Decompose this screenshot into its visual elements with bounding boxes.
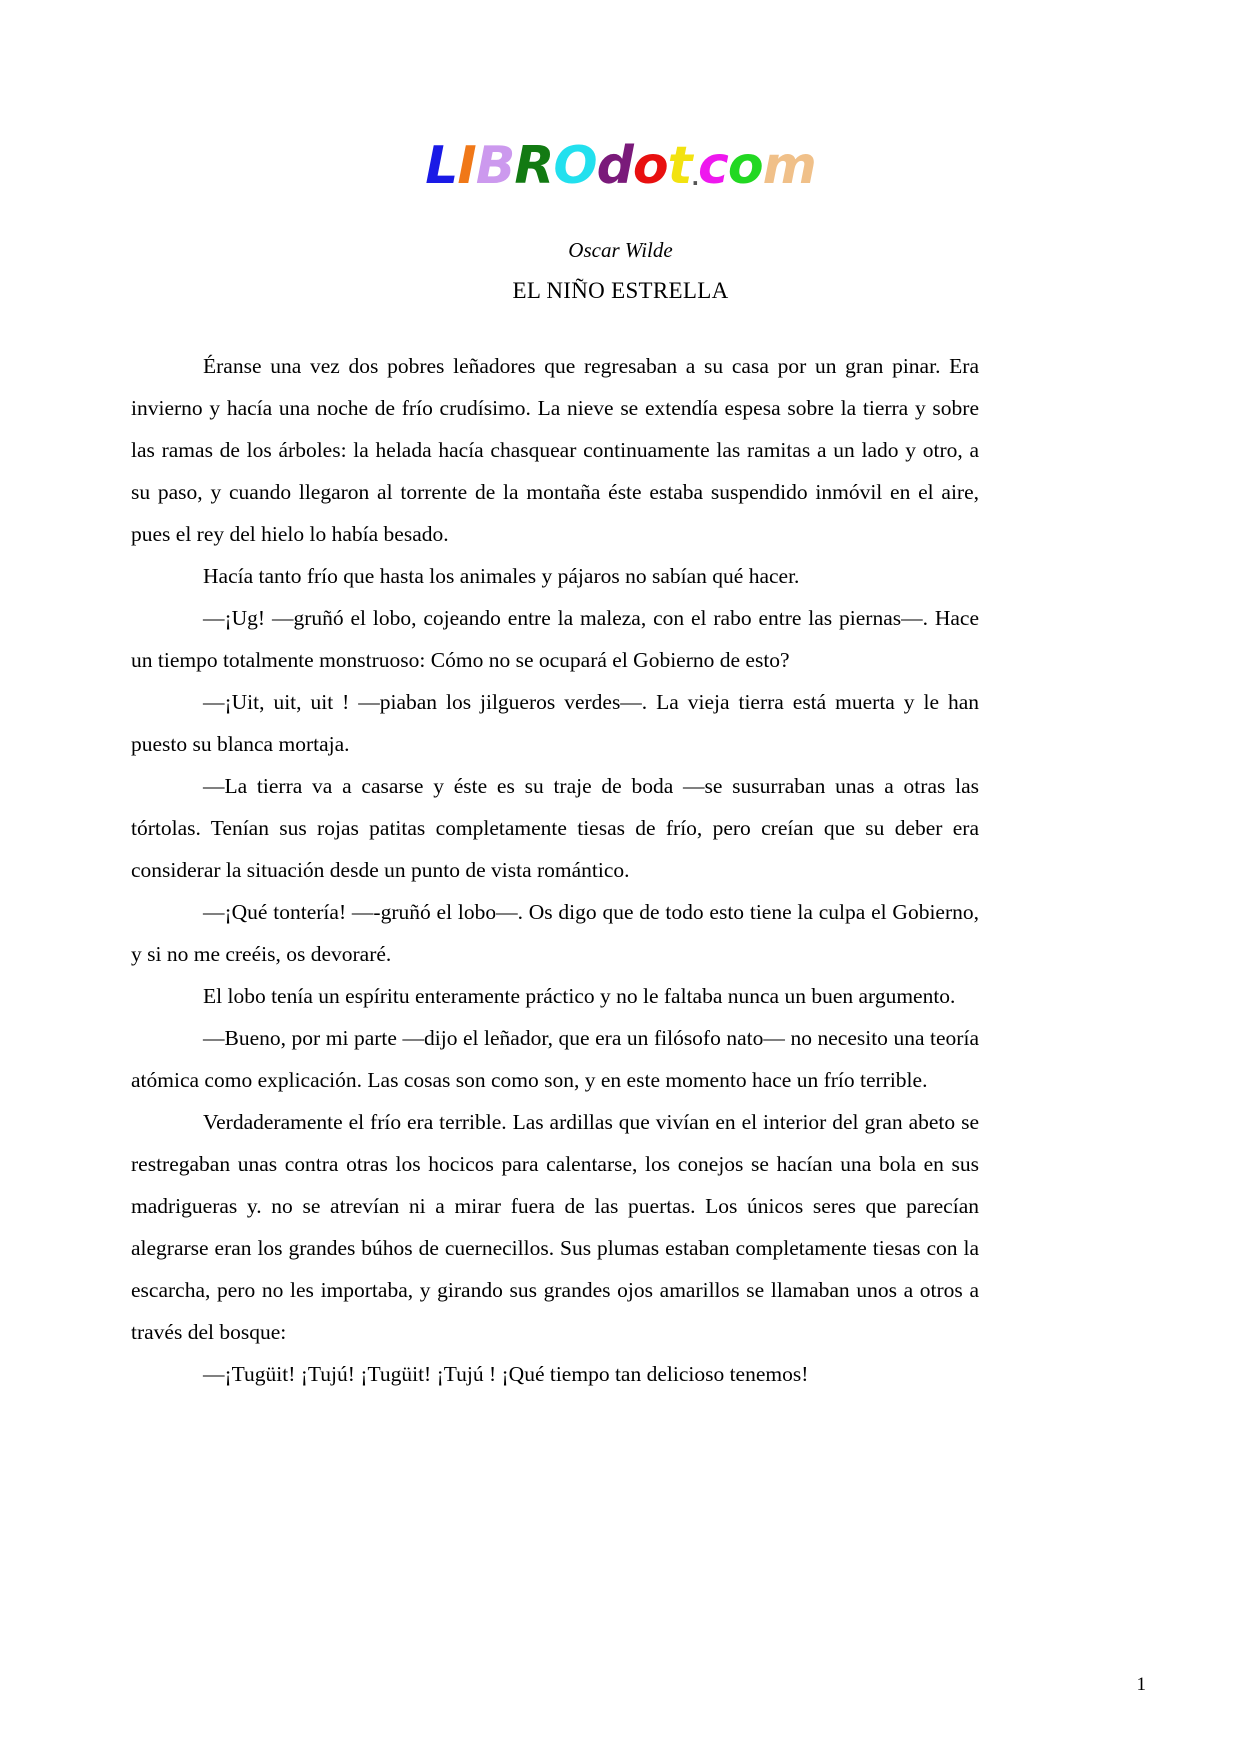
logo-letter-8: . bbox=[691, 166, 699, 190]
author-name: Oscar Wilde bbox=[568, 238, 673, 262]
logo-letter-1: I bbox=[457, 136, 476, 196]
body-paragraph: —La tierra va a casarse y éste es su traje de boda —se susurraban unas a otras las tórtolas. Tenían sus rojas patitas completamente tiesas de frío, pero creían que su deber era considerar la situación desde un punto de vista romántico. bbox=[131, 774, 979, 882]
logo-letter-2: B bbox=[475, 136, 515, 196]
logo-letter-7: t bbox=[667, 136, 692, 196]
page-number: 1 bbox=[1136, 1674, 1146, 1695]
librodot-logo bbox=[425, 136, 816, 196]
story-title: EL NIÑO ESTRELLA bbox=[512, 278, 729, 303]
body-paragraph: Verdaderamente el frío era terrible. Las ardillas que vivían en el interior del gran abeto se restregaban unas contra otras los hocicos para calentarse, los conejos se hacían una bola en sus madrigueras y. no se atrevían ni a mirar fuera de las puertas. Los únicos seres que parecían alegrarse eran los grandes búhos de cuernecillos. Sus plumas estaban completamente tiesas con la escarcha, pero no les importaba, y girando sus grandes ojos amarillos se llamaban unos a otros a través del bosque: bbox=[131, 1110, 979, 1344]
logo-letter-9: c bbox=[698, 136, 728, 196]
body-paragraph: —Bueno, por mi parte —dijo el leñador, que era un filósofo nato— no necesito una teoría atómica como explicación. Las cosas son como son, y en este momento hace un frío terrible. bbox=[131, 1026, 979, 1092]
body-paragraph: El lobo tenía un espíritu enteramente práctico y no le faltaba nunca un buen argumento. bbox=[203, 984, 956, 1008]
logo-letter-11: m bbox=[762, 136, 816, 196]
body-paragraph: —¡Uit, uit, uit ! —piaban los jilgueros verdes—. La vieja tierra está muerta y le han puesto su blanca mortaja. bbox=[131, 690, 979, 756]
body-paragraph: —¡Qué tontería! —-gruñó el lobo—. Os digo que de todo esto tiene la culpa el Gobierno, y si no me creéis, os devoraré. bbox=[131, 900, 979, 966]
body-text bbox=[131, 345, 979, 1395]
body-paragraph: Éranse una vez dos pobres leñadores que regresaban a su casa por un gran pinar. Era invierno y hacía una noche de frío crudísimo. La nieve se extendía espesa sobre la tierra y sobre las ramas de los árboles: la helada hacía chasquear continuamente las ramitas a un lado y otro, a su paso, y cuando llegaron al torrente de la montaña éste estaba suspendido inmóvil en el aire, pues el rey del hielo lo había besado. bbox=[131, 354, 979, 546]
logo-letter-4: O bbox=[553, 136, 597, 196]
logo-letter-5: d bbox=[596, 136, 633, 196]
logo-letter-3: R bbox=[514, 136, 554, 196]
site-logo-container bbox=[0, 136, 1241, 196]
logo-letter-0: L bbox=[425, 136, 458, 196]
body-paragraph: Hacía tanto frío que hasta los animales y pájaros no sabían qué hacer. bbox=[203, 564, 800, 588]
logo-letter-6: o bbox=[632, 136, 668, 196]
body-paragraph: —¡Tugüit! ¡Tujú! ¡Tugüit! ¡Tujú ! ¡Qué tiempo tan delicioso tenemos! bbox=[203, 1362, 809, 1386]
body-paragraph: —¡Ug! —gruñó el lobo, cojeando entre la maleza, con el rabo entre las piernas—. Hace un tiempo totalmente monstruoso: Cómo no se ocupará el Gobierno de esto? bbox=[131, 606, 979, 672]
logo-letter-10: o bbox=[727, 136, 763, 196]
